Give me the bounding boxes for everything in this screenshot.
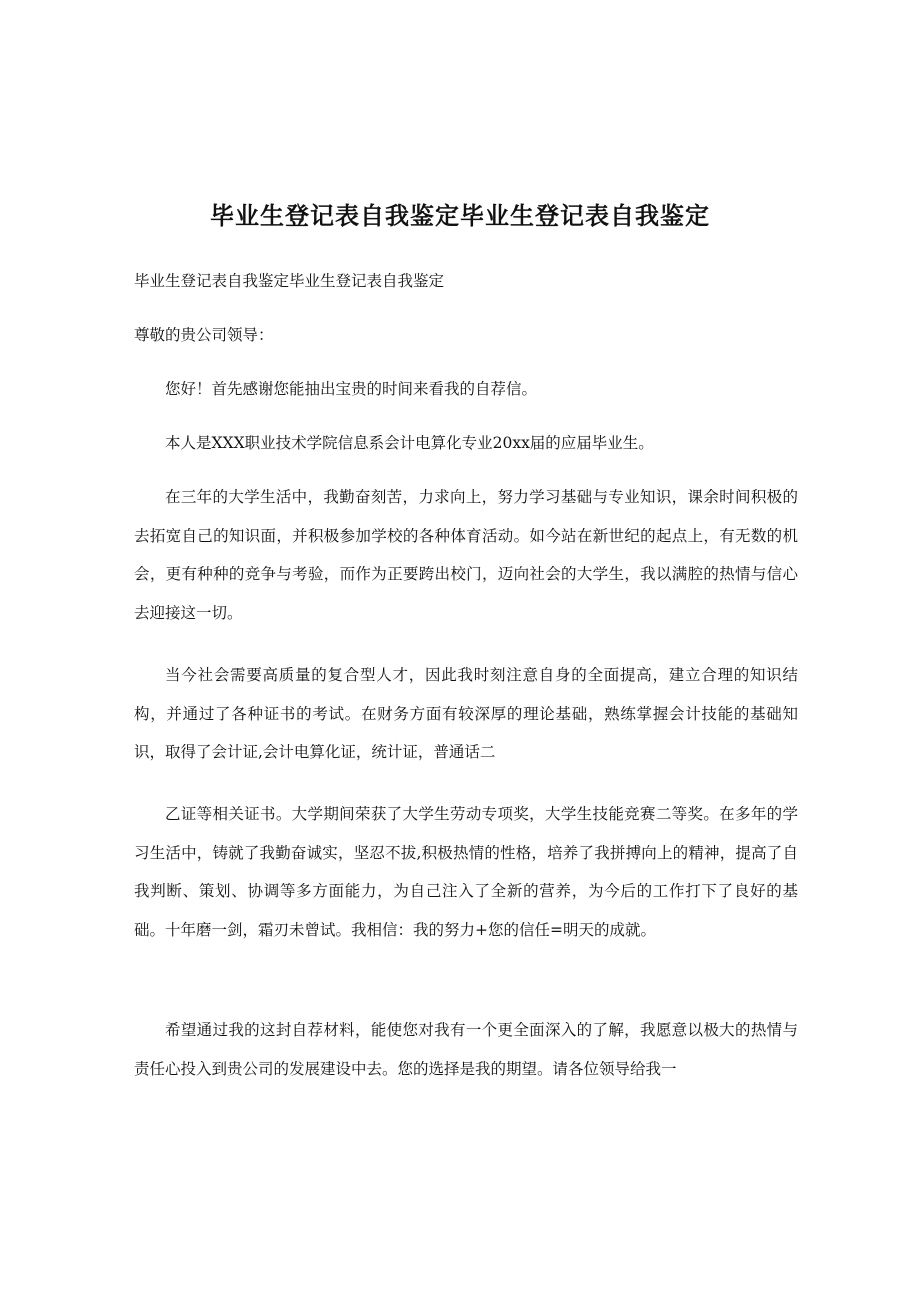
paragraph-awards: 乙证等相关证书。大学期间荣获了大学生劳动专项奖，大学生技能竞赛二等奖。在多年的学习生活中，铸就了我勤奋诚实，坚忍不拔,积极热情的性格，培养了我拼搏向上的精神，提高了自我判断、策划、协调等多方面能力，为自己注入了全新的营养，为今后的工作打下了良好的基础。十年磨一剑，霜刃未曾试。我相信：我的努力+您的信任=明天的成就。 [134, 805, 798, 939]
paragraph-closing: 希望通过我的这封自荐材料，能使您对我有一个更全面深入的了解，我愿意以极大的热情与责任心投入到贵公司的发展建设中去。您的选择是我的期望。请各位领导给我一 [134, 1021, 798, 1078]
paragraph-skills: 当今社会需要高质量的复合型人才，因此我时刻注意自身的全面提高，建立合理的知识结构，并通过了各种证书的考试。在财务方面有较深厚的理论基础，熟练掌握会计技能的基础知识，取得了会计证,会计电算化证，统计证，普通话二 [134, 666, 798, 761]
paragraph-introduction: 本人是XXX职业技术学院信息系会计电算化专业20xx届的应届毕业生。 [165, 434, 654, 452]
salutation: 尊敬的贵公司领导： [134, 326, 274, 344]
document-subtitle: 毕业生登记表自我鉴定毕业生登记表自我鉴定 [134, 272, 445, 290]
paragraph-college-life: 在三年的大学生活中，我勤奋刻苦，力求向上，努力学习基础与专业知识，课余时间积极的去拓宽自己的知识面，并积极参加学校的各种体育活动。如今站在新世纪的起点上，有无数的机会，更有种种的竞争与考验，而作为正要跨出校门，迈向社会的大学生，我以满腔的热情与信心去迎接这一切。 [134, 488, 798, 622]
paragraph-greeting: 您好！首先感谢您能抽出宝贵的时间来看我的自荐信。 [165, 380, 538, 398]
document-title: 毕业生登记表自我鉴定毕业生登记表自我鉴定 [210, 201, 710, 230]
